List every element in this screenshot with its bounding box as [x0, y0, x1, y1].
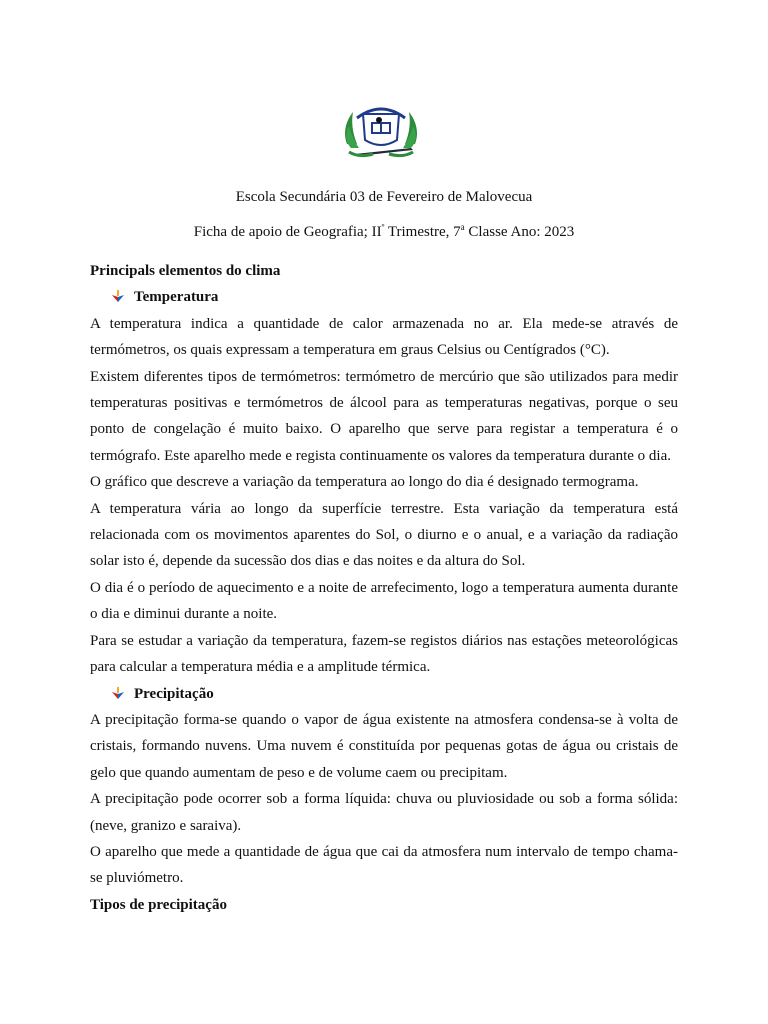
paragraph: A temperatura indica a quantidade de calor armazenada no ar. Ela mede-se através de termómetros, os quais expressam a temperatura em graus Celsius ou Centígrados (°C).: [90, 315, 678, 359]
arrow-bullet-icon: [112, 687, 124, 699]
tipos-heading: Tipos de precipitação: [90, 896, 227, 913]
paragraph: Para se estudar a variação da temperatura, fazem-se registos diários nas estações meteorológicas para calcular a temperatura média e a amplitude térmica.: [90, 632, 678, 676]
paragraph: O aparelho que mede a quantidade de água que cai da atmosfera num intervalo de tempo chama-se pluviómetro.: [90, 843, 678, 887]
sheet-superscript-2: a: [460, 222, 465, 232]
paragraph: A precipitação forma-se quando o vapor de água existente na atmosfera condensa-se à volta de cristais, formando nuvens. Uma nuvem é constituída por pequenas gotas de água ou cristais de gelo que quando aumentam de peso e de volume caem ou precipitam.: [90, 711, 678, 781]
sheet-superscript-1: º: [381, 222, 385, 232]
sheet-subtitle: [0, 222, 768, 242]
section-heading-temperatura-label: Temperatura: [134, 289, 219, 306]
sheet-suffix: Classe Ano: 2023: [468, 224, 575, 240]
main-heading: Principals elementos do clima: [90, 263, 281, 279]
school-name: Escola Secundária 03 de Fevereiro de Malovecua: [235, 189, 533, 205]
document-body: [90, 258, 678, 918]
section-heading-temperatura: [90, 284, 678, 310]
section-heading-precipitacao: [90, 681, 678, 707]
paragraph: O gráfico que descreve a variação da temperatura ao longo do dia é designado termograma.: [90, 474, 639, 491]
paragraph: A temperatura vária ao longo da superfície terrestre. Esta variação da temperatura está relacionada com os movimentos aparentes do Sol, o diurno e o anual, e a variação da radiação solar isto é, depende da sucessão dos dias e das noites e da altura do Sol.: [90, 500, 678, 570]
section-heading-precipitacao-label: Precipitação: [134, 685, 214, 702]
paragraph: O dia é o período de aquecimento e a noite de arrefecimento, logo a temperatura aumenta durante o dia e diminui durante a noite.: [90, 579, 678, 623]
sheet-prefix: Ficha de apoio de Geografia; II: [193, 224, 382, 240]
arrow-bullet-icon: [112, 290, 124, 302]
paragraph: A precipitação pode ocorrer sob a forma líquida: chuva ou pluviosidade ou sob a forma sólida: (neve, granizo e saraiva).: [90, 791, 678, 834]
school-crest-icon: [339, 104, 423, 162]
sheet-middle: Trimestre, 7: [387, 224, 461, 240]
paragraph: Existem diferentes tipos de termómetros: termómetro de mercúrio que são utilizados para medir temperaturas positivas e termómetros de álcool para as temperaturas negativas, porque o seu ponto de congelação é muito baixo. O aparelho que serve para registar a temperatura é o termógrafo. Este aparelho mede e regista continuamente os valores da temperatura durante o dia.: [90, 368, 678, 464]
